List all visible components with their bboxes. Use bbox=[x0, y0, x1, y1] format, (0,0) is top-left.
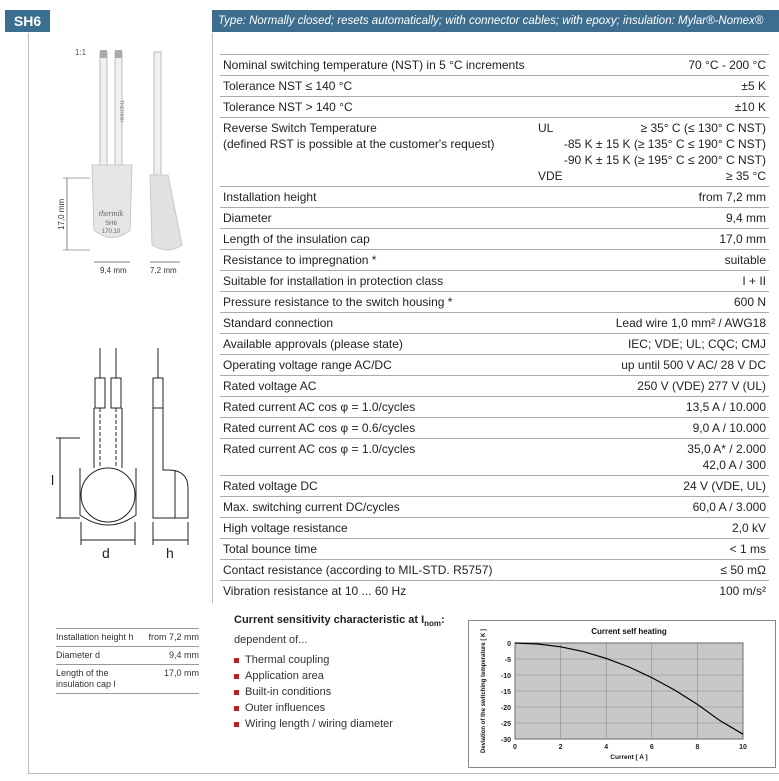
table-row: Installation height h from 7,2 mm bbox=[56, 628, 199, 647]
y-tick-label: -25 bbox=[500, 721, 511, 728]
current-sensitivity-list bbox=[234, 652, 393, 732]
x-tick-label: 4 bbox=[604, 744, 609, 751]
spec-row: Operating voltage range AC/DC up until 500 V AC/ 28 V DC bbox=[220, 354, 769, 375]
spec-row: Pressure resistance to the switch housing * 600 N bbox=[220, 291, 769, 312]
spec-row-reverse-switch: Reverse Switch Temperature (defined RST is possible at the customer's request) UL VDE ≥ 35° C (≤ 130° C NST) -85 K ± 15 K (≥ 135° C ≤ 190° C NST) -90 K ± 15 K (≥ 195° C ≤ 200° C NST) ≥ 35 °C bbox=[220, 117, 769, 186]
scale-label: 1:1 bbox=[75, 48, 87, 57]
y-tick-label: -15 bbox=[500, 689, 511, 696]
spec-row: Length of the insulation cap 17,0 mm bbox=[220, 228, 769, 249]
spec-row: Tolerance NST > 140 °C ±10 K bbox=[220, 96, 769, 117]
width-dimension: 7,2 mm bbox=[150, 266, 177, 275]
list-item: Outer influences bbox=[234, 700, 393, 716]
x-tick-label: 10 bbox=[739, 744, 747, 751]
dimensions-table bbox=[56, 628, 199, 694]
spec-row: High voltage resistance 2,0 kV bbox=[220, 517, 769, 538]
spec-row: Diameter 9,4 mm bbox=[220, 207, 769, 228]
type-description-bar: Type: Normally closed; resets automatically; with connector cables; with epoxy; insulation: Mylar®-Nomex® bbox=[212, 10, 779, 32]
spec-row: Total bounce time < 1 ms bbox=[220, 538, 769, 559]
self-heating-chart bbox=[468, 620, 776, 768]
list-item: Built-in conditions bbox=[234, 684, 393, 700]
brand-print: thermik bbox=[98, 209, 124, 218]
technical-drawing bbox=[50, 340, 210, 580]
spec-row: Installation height from 7,2 mm bbox=[220, 186, 769, 207]
drawing-label-h: h bbox=[166, 545, 174, 561]
spec-row: Tolerance NST ≤ 140 °C ±5 K bbox=[220, 75, 769, 96]
spec-row: Vibration resistance at 10 ... 60 Hz 100 m/s² bbox=[220, 580, 769, 601]
list-item: Wiring length / wiring diameter bbox=[234, 716, 393, 732]
y-axis-label: Deviation of the switching temperature [ K ] bbox=[481, 628, 487, 754]
product-badge: SH6 bbox=[5, 10, 50, 32]
x-axis-label: Current [ A ] bbox=[610, 754, 648, 761]
code-print: 170.10 bbox=[101, 229, 121, 235]
specifications-table bbox=[220, 54, 769, 601]
y-tick-label: -20 bbox=[500, 705, 511, 712]
y-tick-label: -30 bbox=[500, 737, 511, 744]
column-divider bbox=[212, 33, 213, 603]
current-sensitivity-title: Current sensitivity characteristic at $I_{nom}$: bbox=[234, 614, 445, 629]
table-row: Diameter d 9,4 mm bbox=[56, 647, 199, 665]
y-tick-label: 0 bbox=[507, 641, 511, 648]
product-photo bbox=[50, 40, 210, 280]
y-tick-label: -10 bbox=[500, 673, 511, 680]
model-print: SH6 bbox=[105, 221, 117, 227]
height-dimension: 17,0 mm bbox=[57, 198, 66, 230]
cable-print: THERMIK bbox=[118, 100, 124, 123]
chart-svg bbox=[469, 621, 775, 767]
x-tick-label: 8 bbox=[695, 744, 700, 751]
spec-row: Nominal switching temperature (NST) in 5 °C increments 70 °C - 200 °C bbox=[220, 54, 769, 75]
rst-vde-label: VDE bbox=[538, 169, 563, 183]
spec-row: Suitable for installation in protection class I + II bbox=[220, 270, 769, 291]
x-tick-label: 2 bbox=[558, 744, 563, 751]
drawing-label-d: d bbox=[102, 545, 110, 561]
spec-row: Max. switching current DC/cycles 60,0 A / 3.000 bbox=[220, 496, 769, 517]
spec-row: Resistance to impregnation * suitable bbox=[220, 249, 769, 270]
y-tick-label: -5 bbox=[504, 657, 511, 664]
list-item: Thermal coupling bbox=[234, 652, 393, 668]
drawing-label-l: l bbox=[51, 472, 55, 488]
spec-row: Standard connection Lead wire 1,0 mm² / AWG18 bbox=[220, 312, 769, 333]
spec-row: Rated current AC cos φ = 1.0/cycles 13,5 A / 10.000 bbox=[220, 396, 769, 417]
spec-row: Contact resistance (according to MIL-STD. R5757) ≤ 50 mΩ bbox=[220, 559, 769, 580]
current-sensitivity-subtitle: dependent of... bbox=[234, 634, 308, 646]
spec-row: Rated current AC cos φ = 0.6/cycles 9,0 A / 10.000 bbox=[220, 417, 769, 438]
x-tick-label: 6 bbox=[649, 744, 654, 751]
spec-row: Rated voltage DC 24 V (VDE, UL) bbox=[220, 475, 769, 496]
spec-row: Rated voltage AC 250 V (VDE) 277 V (UL) bbox=[220, 375, 769, 396]
spec-row: Available approvals (please state) IEC; VDE; UL; CQC; CMJ bbox=[220, 333, 769, 354]
table-row: Length of the insulation cap l 17,0 mm bbox=[56, 665, 199, 694]
diameter-dimension: 9,4 mm bbox=[100, 266, 127, 275]
spec-row: Rated current AC cos φ = 1.0/cycles 35,0 A* / 2.000 42,0 A / 300 bbox=[220, 438, 769, 475]
rst-ul-label: UL bbox=[538, 121, 554, 135]
list-item: Application area bbox=[234, 668, 393, 684]
x-tick-label: 0 bbox=[513, 744, 517, 751]
chart-title: Current self heating bbox=[591, 627, 667, 636]
